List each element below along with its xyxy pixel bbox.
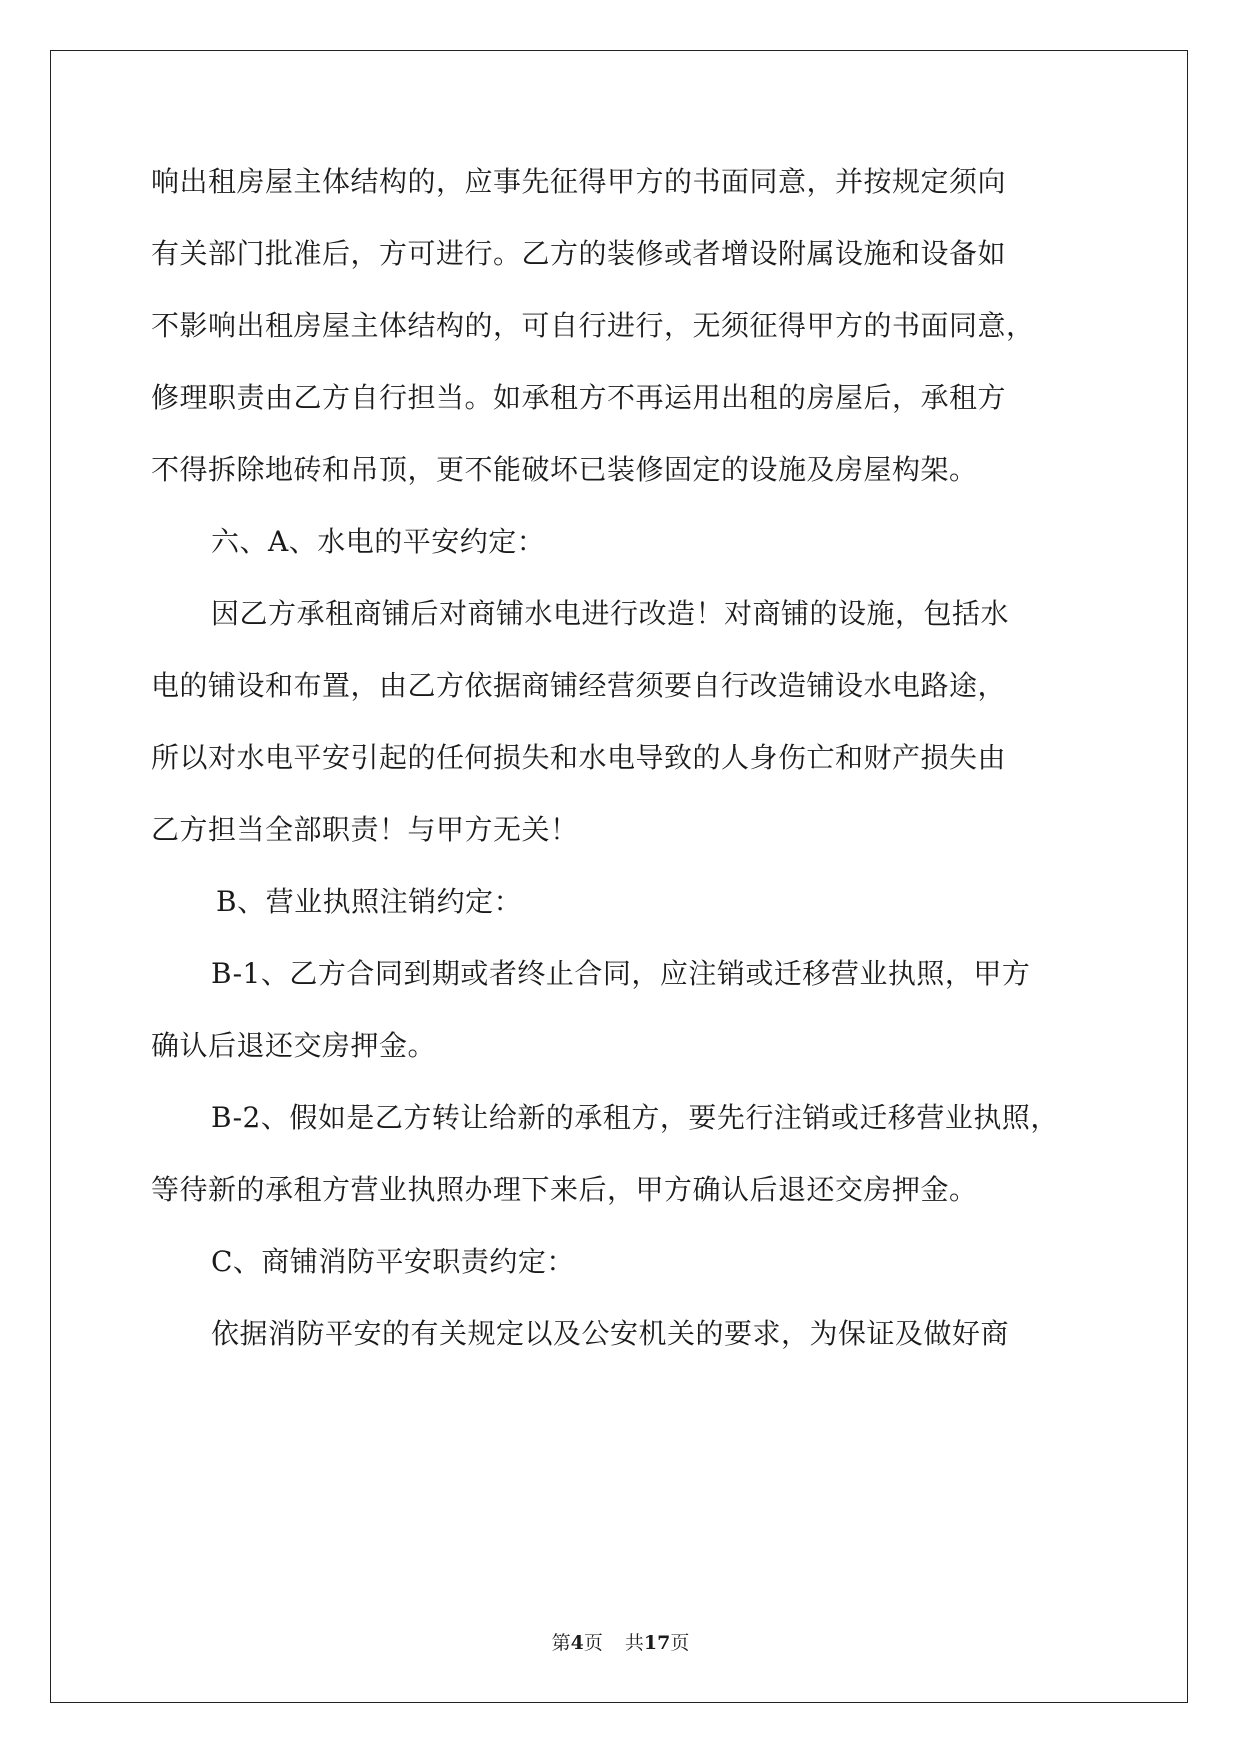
total-unit: 页 xyxy=(670,1632,690,1654)
page-border xyxy=(50,50,1188,1703)
body-line: B-1、乙方合同到期或者终止合同，应注销或迁移营业执照，甲方 xyxy=(211,957,1031,990)
page-prefix: 第 xyxy=(551,1632,571,1654)
body-line: 确认后退还交房押金。 xyxy=(151,1029,437,1062)
body-line: 乙方担当全部职责！与甲方无关！ xyxy=(151,813,579,846)
section-heading: B、营业执照注销约定： xyxy=(216,885,523,918)
body-line: 等待新的承租方营业执照办理下来后，甲方确认后退还交房押金。 xyxy=(151,1173,978,1206)
body-line: 响出租房屋主体结构的，应事先征得甲方的书面同意，并按规定须向 xyxy=(151,165,1007,198)
body-line: B-2、假如是乙方转让给新的承租方，要先行注销或迁移营业执照， xyxy=(211,1101,1059,1134)
body-line: 因乙方承租商铺后对商铺水电进行改造！对商铺的设施，包括水 xyxy=(211,597,1010,630)
body-line: 不得拆除地砖和吊顶，更不能破坏已装修固定的设施及房屋构架。 xyxy=(151,453,978,486)
body-line: 不影响出租房屋主体结构的，可自行进行，无须征得甲方的书面同意， xyxy=(151,309,1035,342)
body-line: 修理职责由乙方自行担当。如承租方不再运用出租的房屋后，承租方 xyxy=(151,381,1007,414)
section-heading: C、商铺消防平安职责约定： xyxy=(211,1245,575,1278)
body-line: 电的铺设和布置，由乙方依据商铺经营须要自行改造铺设水电路途， xyxy=(151,669,1007,702)
total-prefix: 共 xyxy=(624,1632,644,1654)
body-line: 有关部门批准后，方可进行。乙方的装修或者增设附属设施和设备如 xyxy=(151,237,1007,270)
body-line: 依据消防平安的有关规定以及公安机关的要求，为保证及做好商 xyxy=(211,1317,1010,1350)
body-line: 所以对水电平安引起的任何损失和水电导致的人身伤亡和财产损失由 xyxy=(151,741,1007,774)
page-unit: 页 xyxy=(583,1632,603,1654)
page-current: 4 xyxy=(570,1632,584,1654)
page-total: 17 xyxy=(643,1632,671,1654)
section-heading: 六、A、水电的平安约定： xyxy=(211,525,546,558)
page-footer xyxy=(0,1628,1241,1655)
